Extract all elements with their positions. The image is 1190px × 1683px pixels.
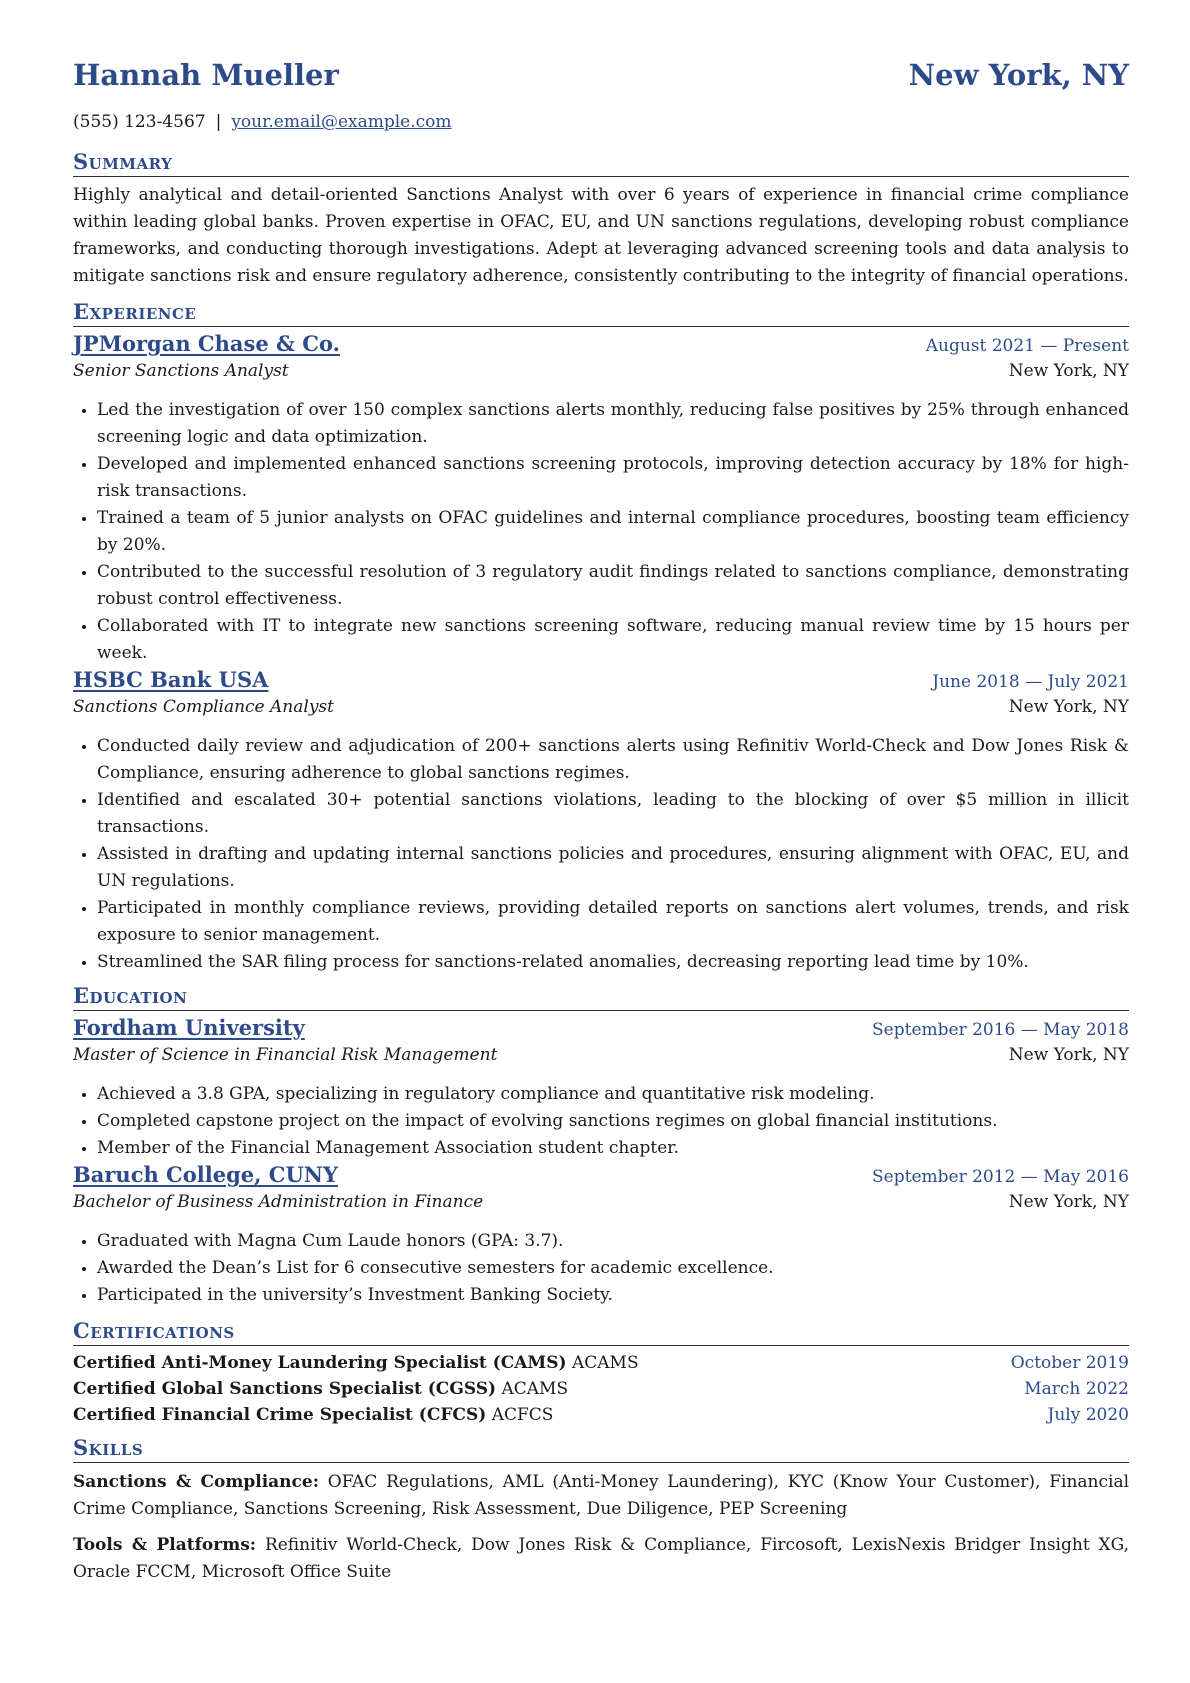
education-entry xyxy=(73,1162,1129,1309)
list-item: • Assisted in drafting and updating internal sanctions policies and procedures, ensuring alignment with OFAC, EU, and UN regulations. xyxy=(97,841,1129,895)
certification-date: July 2020 xyxy=(1047,1405,1129,1425)
list-item: • Conducted daily review and adjudication of 200+ sanctions alerts using Refinitiv World-Check and Dow Jones Risk & Compliance, ensuring adherence to global sanctions regimes. xyxy=(97,733,1129,787)
bullet-list xyxy=(73,733,1129,976)
skill-group-text: Refinitiv World-Check, Dow Jones Risk & Compliance, Fircosoft, LexisNexis Bridger Insight XG, Oracle FCCM, Microsoft Office Suite xyxy=(73,1535,1129,1582)
experience-entry xyxy=(73,667,1129,976)
list-item: • Trained a team of 5 junior analysts on OFAC guidelines and internal compliance procedures, boosting team efficiency by 20%. xyxy=(97,505,1129,559)
certification-item xyxy=(73,1402,1129,1428)
education-entry xyxy=(73,1015,1129,1162)
certification-issuer: ACAMS xyxy=(571,1353,639,1373)
phone-number: (555) 123-4567 xyxy=(73,112,206,132)
list-item: • Developed and implemented enhanced sanctions screening protocols, improving detection accuracy by 18% for high-risk transactions. xyxy=(97,451,1129,505)
certification-name: Certified Global Sanctions Specialist (CGSS) xyxy=(73,1379,497,1399)
bullet-list xyxy=(73,1081,1129,1162)
section-title-summary: Summary xyxy=(73,148,1129,177)
bullet-list xyxy=(73,1228,1129,1309)
section-title-skills: Skills xyxy=(73,1434,1129,1463)
section-title-experience: Experience xyxy=(73,298,1129,327)
education-dates: September 2016 — May 2018 xyxy=(872,1020,1129,1040)
list-item: • Streamlined the SAR filing process for sanctions-related anomalies, decreasing reporting lead time by 10%. xyxy=(97,949,1129,976)
employment-dates: June 2018 — July 2021 xyxy=(932,672,1129,692)
contact-line xyxy=(73,108,1129,144)
certification-name: Certified Anti-Money Laundering Specialist (CAMS) xyxy=(73,1353,567,1373)
contact-separator: | xyxy=(215,112,222,132)
certification-item xyxy=(73,1376,1129,1402)
school-location: New York, NY xyxy=(1008,1192,1129,1212)
list-item: • Achieved a 3.8 GPA, specializing in regulatory compliance and quantitative risk modeling. xyxy=(97,1081,1129,1108)
list-item: • Graduated with Magna Cum Laude honors (GPA: 3.7). xyxy=(97,1228,1129,1255)
job-title: Senior Sanctions Analyst xyxy=(73,361,289,381)
list-item: • Awarded the Dean’s List for 6 consecutive semesters for academic excellence. xyxy=(97,1255,1129,1282)
school-location: New York, NY xyxy=(1008,1045,1129,1065)
employer-name[interactable]: JPMorgan Chase & Co. xyxy=(73,331,340,356)
certification-name: Certified Financial Crime Specialist (CFCS) xyxy=(73,1405,487,1425)
experience-entry xyxy=(73,331,1129,667)
school-name[interactable]: Fordham University xyxy=(73,1015,305,1040)
list-item: • Participated in the university’s Investment Banking Society. xyxy=(97,1282,1129,1309)
list-item: • Member of the Financial Management Association student chapter. xyxy=(97,1135,1129,1162)
education-dates: September 2012 — May 2016 xyxy=(872,1167,1129,1187)
resume-page xyxy=(73,58,1129,1586)
bullet-list xyxy=(73,397,1129,667)
employment-dates: August 2021 — Present xyxy=(925,336,1129,356)
skill-group-text: OFAC Regulations, AML (Anti-Money Laundering), KYC (Know Your Customer), Financial Crime Compliance, Sanctions Screening, Risk Assessment, Due Diligence, PEP Screening xyxy=(73,1472,1130,1519)
list-item: • Contributed to the successful resolution of 3 regulatory audit findings related to sanctions compliance, demonstrating robust control effectiveness. xyxy=(97,559,1129,613)
candidate-name: Hannah Mueller xyxy=(73,58,339,92)
header xyxy=(73,58,1129,108)
section-title-certifications: Certifications xyxy=(73,1317,1129,1346)
certification-list xyxy=(73,1350,1129,1428)
school-name[interactable]: Baruch College, CUNY xyxy=(73,1162,338,1187)
degree-name: Bachelor of Business Administration in Finance xyxy=(73,1192,484,1212)
candidate-location: New York, NY xyxy=(908,58,1129,92)
skill-group xyxy=(73,1469,1129,1523)
degree-name: Master of Science in Financial Risk Management xyxy=(73,1045,498,1065)
list-item: • Collaborated with IT to integrate new sanctions screening software, reducing manual review time by 15 hours per week. xyxy=(97,613,1129,667)
certification-item xyxy=(73,1350,1129,1376)
certification-date: October 2019 xyxy=(1010,1353,1129,1373)
list-item: • Identified and escalated 30+ potential sanctions violations, leading to the blocking of over $5 million in illicit transactions. xyxy=(97,787,1129,841)
certification-date: March 2022 xyxy=(1024,1379,1129,1399)
job-location: New York, NY xyxy=(1008,697,1129,717)
certification-issuer: ACAMS xyxy=(501,1379,569,1399)
list-item: • Completed capstone project on the impact of evolving sanctions regimes on global financial institutions. xyxy=(97,1108,1129,1135)
skill-group-label: Sanctions & Compliance: xyxy=(73,1472,319,1492)
section-title-education: Education xyxy=(73,982,1129,1011)
list-item: • Participated in monthly compliance reviews, providing detailed reports on sanctions alert volumes, trends, and risk exposure to senior management. xyxy=(97,895,1129,949)
list-item: • Led the investigation of over 150 complex sanctions alerts monthly, reducing false positives by 25% through enhanced screening logic and data optimization. xyxy=(97,397,1129,451)
skill-group-label: Tools & Platforms: xyxy=(73,1535,257,1555)
email-link[interactable]: your.email@example.com xyxy=(231,112,452,132)
job-title: Sanctions Compliance Analyst xyxy=(73,697,334,717)
summary-text: Highly analytical and detail-oriented Sanctions Analyst with over 6 years of experience in financial crime compliance within leading global banks. Proven expertise in OFAC, EU, and UN sanctions regulations, developing robust compliance frameworks, and conducting thorough investigations. Adept at leveraging advanced screening tools and data analysis to mitigate sanctions risk and ensure regulatory adherence, consistently contributing to the integrity of financial operations. xyxy=(73,185,1129,286)
employer-name[interactable]: HSBC Bank USA xyxy=(73,667,269,692)
job-location: New York, NY xyxy=(1008,361,1129,381)
certification-issuer: ACFCS xyxy=(491,1405,554,1425)
skill-group xyxy=(73,1532,1129,1586)
